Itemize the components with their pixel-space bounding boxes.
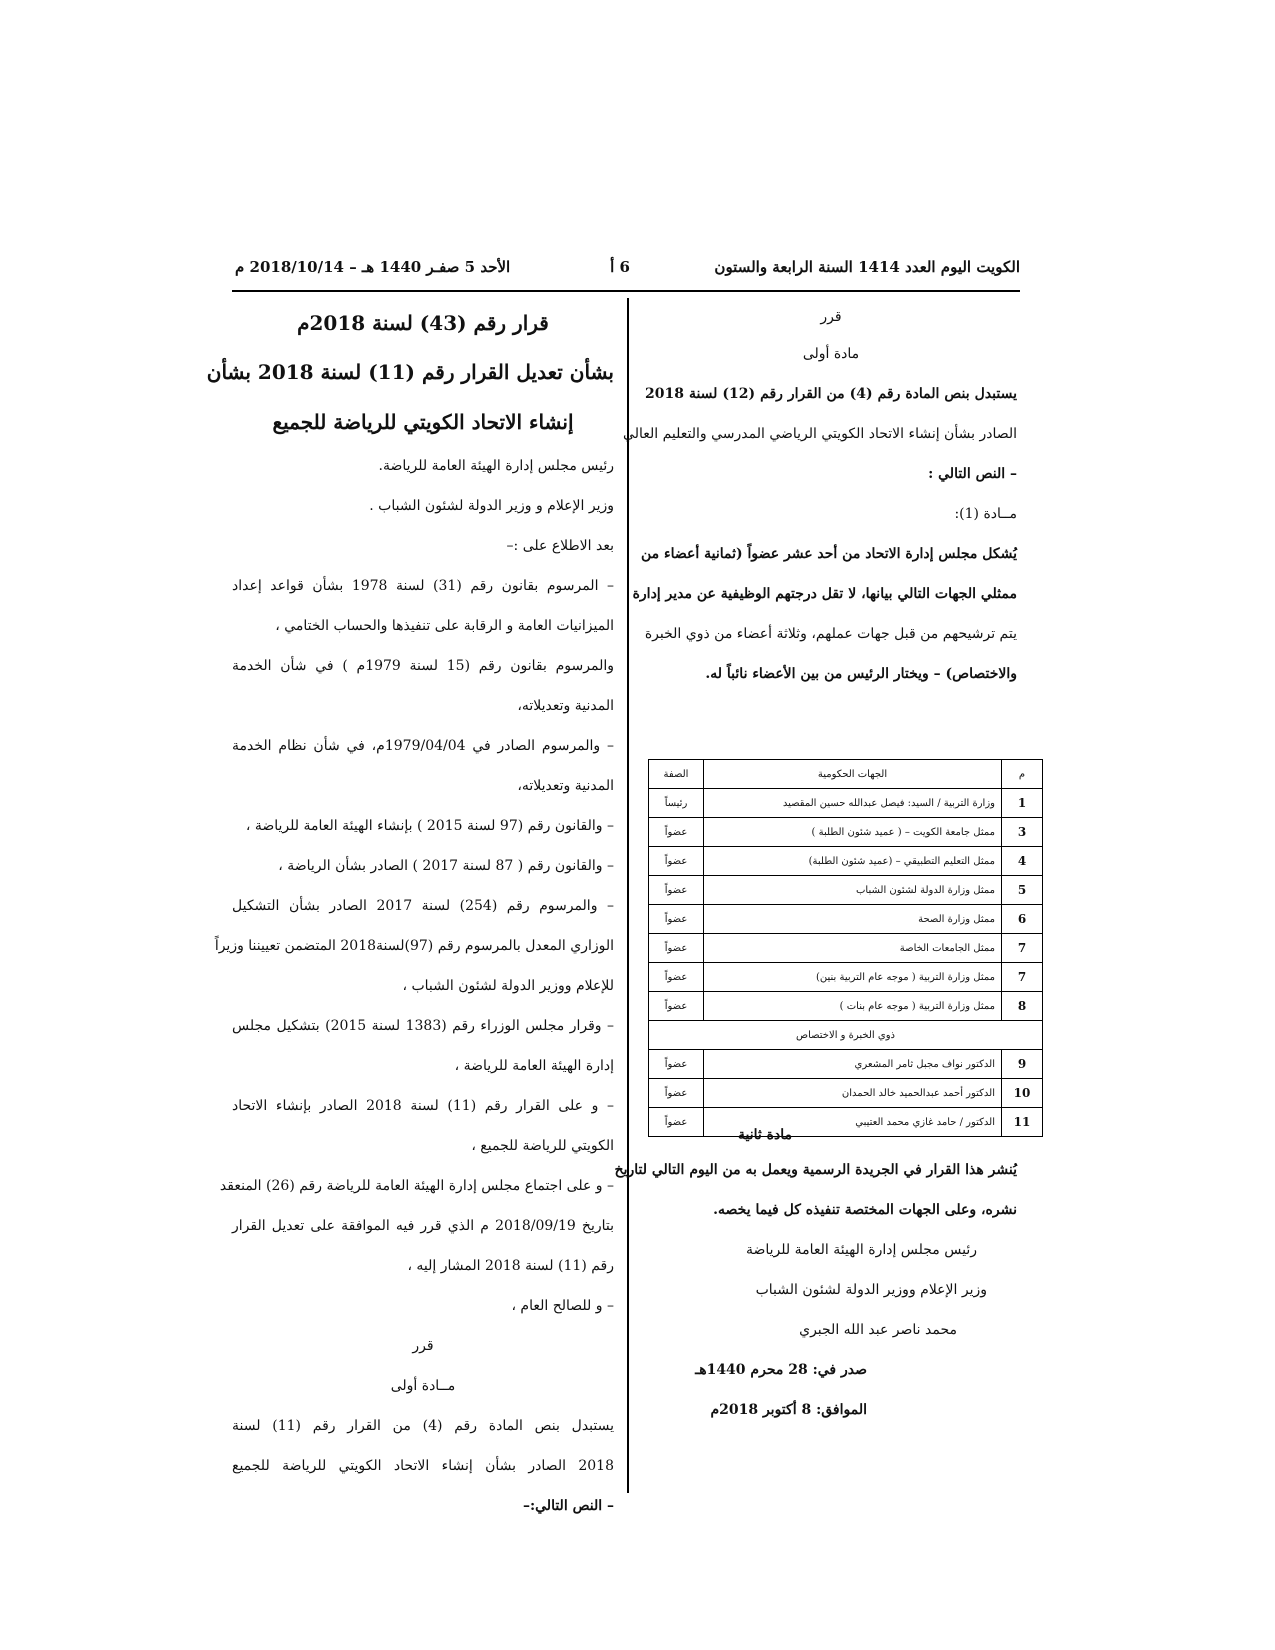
header-publication: الكويت اليوم العدد 1414 السنة الرابعة والستون bbox=[714, 258, 1020, 276]
preamble-line: – والقانون رقم (97 لسنة 2015 ) بإنشاء الهيئة العامة للرياضة ، bbox=[245, 818, 614, 834]
group-label: ذوي الخبرة و الاختصاص bbox=[649, 1021, 1043, 1050]
preamble-line: – والقانون رقم ( 87 لسنة 2017 ) الصادر بشأن الرياضة ، bbox=[278, 858, 614, 874]
row-number: 9 bbox=[1002, 1050, 1043, 1079]
decision-subject-1: بشأن تعديل القرار رقم (11) لسنة 2018 بشأن bbox=[206, 360, 614, 384]
row-number: 10 bbox=[1002, 1079, 1043, 1108]
column-divider bbox=[627, 298, 629, 1493]
preamble-line: رئيس مجلس إدارة الهيئة العامة للرياضة. bbox=[378, 458, 614, 474]
table-row bbox=[649, 1050, 1043, 1079]
row-role: عضواً bbox=[649, 934, 704, 963]
row-number: 6 bbox=[1002, 905, 1043, 934]
row-role: عضواً bbox=[649, 905, 704, 934]
col-header-role: الصفة bbox=[649, 760, 704, 789]
signatory-title: وزير الإعلام ووزير الدولة لشئون الشباب bbox=[755, 1282, 987, 1298]
preamble-line: – المرسوم بقانون رقم (31) لسنة 1978 بشأن قواعد إعداد bbox=[232, 578, 615, 594]
row-number: 8 bbox=[1002, 992, 1043, 1021]
preamble-line: بتاريخ 2018/09/19 م الذي قرر فيه الموافقة على تعديل القرار bbox=[232, 1218, 614, 1234]
row-number: 4 bbox=[1002, 847, 1043, 876]
paragraph-line: يستبدل بنص المادة رقم (4) من القرار رقم (11) لسنة bbox=[232, 1418, 615, 1434]
preamble-line: للإعلام ووزير الدولة لشئون الشباب ، bbox=[402, 978, 614, 994]
paragraph-line: الصادر بشأن إنشاء الاتحاد الكويتي الرياضي المدرسي والتعليم العالي bbox=[623, 426, 1017, 442]
row-role: عضواً bbox=[649, 1050, 704, 1079]
paragraph-line: ممثلي الجهات التالي بيانها، لا تقل درجتهم الوظيفية عن مدير إدارة bbox=[632, 586, 1017, 602]
paragraph-line: والاختصاص) – ويختار الرئيس من بين الأعضاء نائباً له. bbox=[705, 666, 1017, 682]
preamble-line: – و على اجتماع مجلس إدارة الهيئة العامة للرياضة رقم (26) المنعقد bbox=[219, 1178, 614, 1194]
decision-title: قرار رقم (43) لسنة 2018م bbox=[297, 311, 549, 335]
preamble-line: المدنية وتعديلاته، bbox=[517, 778, 614, 794]
corresponding-date: الموافق: 8 أكتوبر 2018م bbox=[710, 1402, 867, 1418]
row-number: 3 bbox=[1002, 818, 1043, 847]
paragraph-line: – النص التالي:– bbox=[522, 1498, 614, 1514]
table-header-row bbox=[649, 760, 1043, 789]
article-2-title: مادة ثانية bbox=[738, 1127, 792, 1143]
header-page-number: 6 أ bbox=[610, 258, 630, 276]
row-entity: ممثل التعليم التطبيقي – (عميد شئون الطلبة) bbox=[704, 847, 1002, 876]
preamble-line: – والمرسوم الصادر في 1979/04/04م، في شأن نظام الخدمة bbox=[232, 738, 614, 754]
table-row bbox=[649, 876, 1043, 905]
row-entity: وزارة التربية / السيد: فيصل عبدالله حسين المقصيد bbox=[704, 789, 1002, 818]
row-entity: ممثل وزارة الصحة bbox=[704, 905, 1002, 934]
article-1-title: مادة أولى bbox=[802, 346, 860, 362]
row-entity: الدكتور أحمد عبدالحميد خالد الحمدان bbox=[704, 1079, 1002, 1108]
table-row bbox=[649, 847, 1043, 876]
paragraph-line: 2018 الصادر بشأن إنشاء الاتحاد الكويتي للرياضة للجميع bbox=[232, 1458, 614, 1474]
preamble-line: المدنية وتعديلاته، bbox=[517, 698, 614, 714]
col-header-entity: الجهات الحكومية bbox=[704, 760, 1002, 789]
paragraph-line: مــادة (1): bbox=[954, 506, 1017, 522]
table-row bbox=[649, 963, 1043, 992]
preamble-line: – و على القرار رقم (11) لسنة 2018 الصادر بإنشاء الاتحاد bbox=[232, 1098, 614, 1114]
preamble-line: رقم (11) لسنة 2018 المشار إليه ، bbox=[407, 1258, 614, 1274]
preamble-line: – وقرار مجلس الوزراء رقم (1383 لسنة 2015) بتشكيل مجلس bbox=[232, 1018, 614, 1034]
signatory-title: رئيس مجلس إدارة الهيئة العامة للرياضة bbox=[745, 1242, 977, 1258]
members-table-wrap bbox=[648, 759, 1043, 1137]
row-entity: الدكتور نواف مجبل ثامر المشعري bbox=[704, 1050, 1002, 1079]
row-role: عضواً bbox=[649, 1108, 704, 1137]
row-entity: ممثل وزارة الدولة لشئون الشباب bbox=[704, 876, 1002, 905]
row-role: عضواً bbox=[649, 818, 704, 847]
paragraph-line: يُشكل مجلس إدارة الاتحاد من أحد عشر عضواً (ثمانية أعضاء من bbox=[640, 546, 1017, 562]
row-role: رئيساً bbox=[649, 789, 704, 818]
decision-subject-2: إنشاء الاتحاد الكويتي للرياضة للجميع bbox=[272, 410, 574, 434]
table-row bbox=[649, 905, 1043, 934]
paragraph-line: يتم ترشيحهم من قبل جهات عملهم، وثلاثة أعضاء من ذوي الخبرة bbox=[644, 626, 1017, 642]
table-row bbox=[649, 1079, 1043, 1108]
right-column-lower bbox=[614, 1120, 1017, 1430]
qarar-heading: قرر bbox=[820, 309, 842, 325]
row-entity: ممثل وزارة التربية ( موجه عام التربية بنين) bbox=[704, 963, 1002, 992]
paragraph-line: نشره، وعلى الجهات المختصة تنفيذه كل فيما يخصه. bbox=[713, 1202, 1017, 1218]
row-entity: ممثل جامعة الكويت – ( عميد شئون الطلبة ) bbox=[704, 818, 1002, 847]
preamble-line: – و للصالح العام ، bbox=[511, 1298, 614, 1314]
header-date: الأحد 5 صفـر 1440 هـ – 2018/10/14 م bbox=[235, 258, 511, 276]
row-number: 1 bbox=[1002, 789, 1043, 818]
issued-date: صدر في: 28 محرم 1440هـ bbox=[695, 1362, 867, 1378]
paragraph-line: يُنشر هذا القرار في الجريدة الرسمية ويعمل به من اليوم التالي لتاريخ bbox=[614, 1162, 1017, 1178]
table-row bbox=[649, 934, 1043, 963]
left-column bbox=[206, 300, 615, 1526]
qarar-heading: قرر bbox=[412, 1338, 434, 1354]
row-role: عضواً bbox=[649, 876, 704, 905]
header-rule bbox=[232, 290, 1020, 292]
signatory-name: محمد ناصر عبد الله الجبري bbox=[799, 1322, 957, 1338]
members-table bbox=[648, 759, 1043, 1137]
table-group-row bbox=[649, 1021, 1043, 1050]
table-row bbox=[649, 992, 1043, 1021]
preamble-line: الوزاري المعدل بالمرسوم رقم (97)لسنة2018 المتضمن تعييننا وزيراً bbox=[214, 938, 614, 954]
preamble-line: إدارة الهيئة العامة للرياضة ، bbox=[454, 1058, 614, 1074]
row-number: 11 bbox=[1002, 1108, 1043, 1137]
preamble-line: الكويتي للرياضة للجميع ، bbox=[471, 1138, 614, 1154]
row-number: 5 bbox=[1002, 876, 1043, 905]
table-row bbox=[649, 789, 1043, 818]
paragraph-line: يستبدل بنص المادة رقم (4) من القرار رقم (12) لسنة 2018 bbox=[645, 386, 1017, 402]
preamble-line: – والمرسوم رقم (254) لسنة 2017 الصادر بشأن التشكيل bbox=[232, 898, 614, 914]
row-role: عضواً bbox=[649, 847, 704, 876]
article-1-title: مــادة أولى bbox=[390, 1378, 456, 1394]
preamble-line: بعد الاطلاع على :– bbox=[506, 538, 614, 554]
row-number: 7 bbox=[1002, 934, 1043, 963]
row-number: 7 bbox=[1002, 963, 1043, 992]
row-entity: ممثل وزارة التربية ( موجه عام بنات ) bbox=[704, 992, 1002, 1021]
paragraph-line: – النص التالي : bbox=[928, 466, 1017, 482]
table-row bbox=[649, 818, 1043, 847]
row-entity: ممثل الجامعات الخاصة bbox=[704, 934, 1002, 963]
row-role: عضواً bbox=[649, 992, 704, 1021]
preamble-line: الميزانيات العامة و الرقابة على تنفيذها والحساب الختامي ، bbox=[275, 618, 614, 634]
col-header-number: م bbox=[1002, 760, 1043, 789]
preamble-line: والمرسوم بقانون رقم (15 لسنة 1979م ) في شأن الخدمة bbox=[232, 658, 614, 674]
row-role: عضواً bbox=[649, 1079, 704, 1108]
row-role: عضواً bbox=[649, 963, 704, 992]
right-column bbox=[623, 300, 1017, 694]
preamble-line: وزير الإعلام و وزير الدولة لشئون الشباب . bbox=[369, 498, 614, 514]
row-entity: الدكتور / حامد غازي محمد العتيبي bbox=[704, 1108, 1002, 1137]
